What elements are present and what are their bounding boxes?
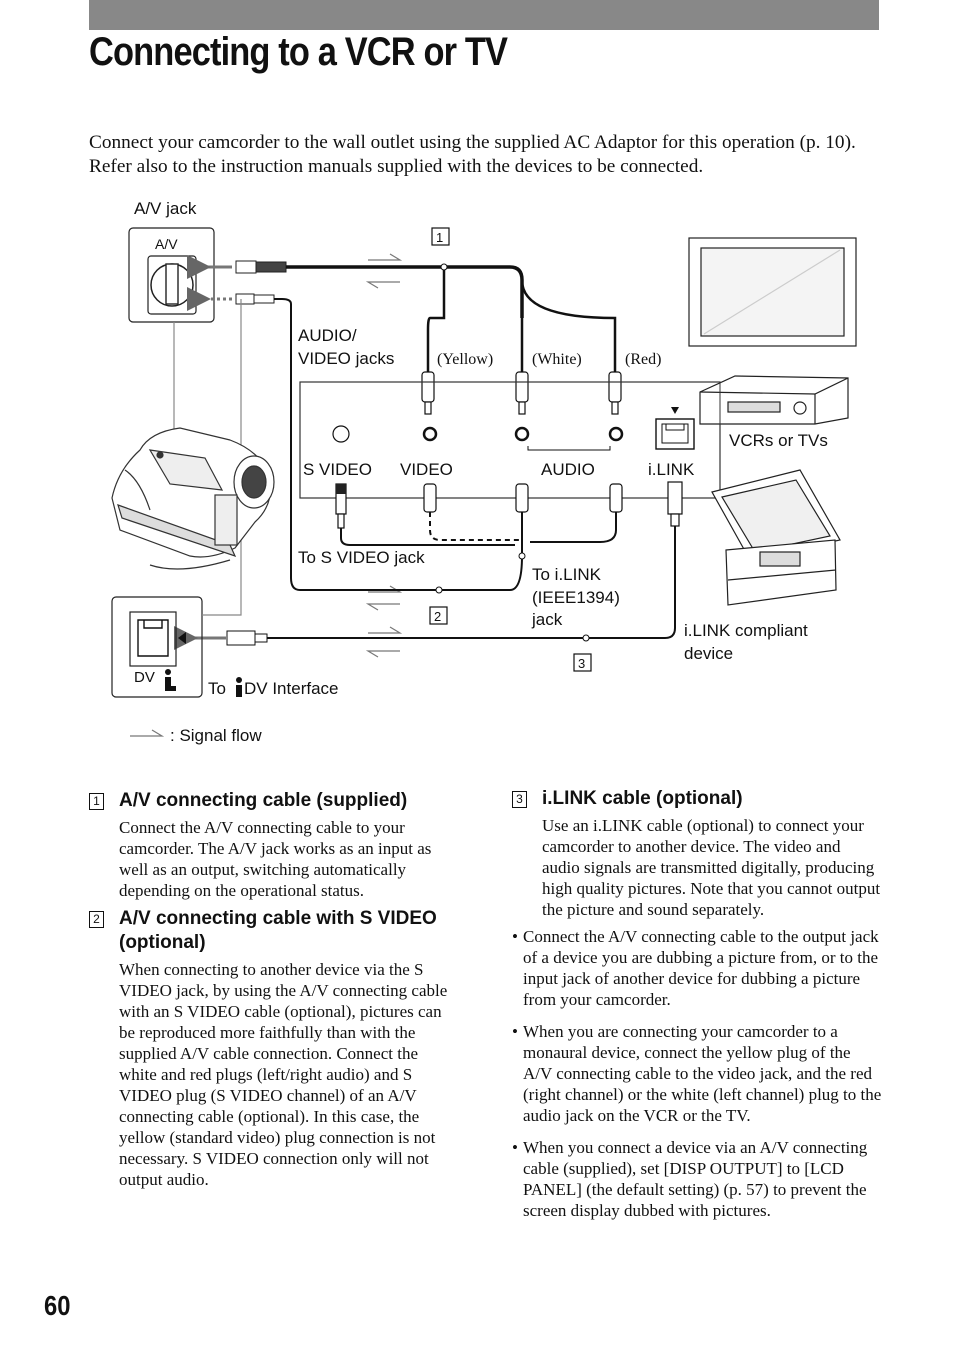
right-column [512, 787, 882, 1232]
camcorder-illustration [112, 428, 274, 569]
left-column [89, 789, 459, 1196]
av-port-label: A/V [155, 236, 178, 252]
svg-text:(White): (White) [532, 351, 582, 368]
svg-text:DV Interface: DV Interface [244, 679, 339, 698]
tv-illustration [689, 238, 856, 346]
svideo-jack-icon [333, 426, 349, 442]
item-number: 3 [512, 791, 527, 808]
item-number: 1 [89, 793, 104, 810]
svg-text:(Yellow): (Yellow) [437, 351, 494, 368]
audio-right-jack-icon [610, 428, 622, 440]
svg-text:AUDIO: AUDIO [541, 460, 595, 479]
ilink-device-illustration [712, 470, 840, 605]
item-2 [89, 907, 459, 1190]
svg-text:3: 3 [578, 656, 586, 671]
item-title: i.LINK cable (optional) [542, 788, 743, 809]
signal-flow-legend: : Signal flow [170, 726, 262, 745]
item-3 [512, 787, 882, 920]
page-title: Connecting to a VCR or TV [89, 30, 508, 74]
svg-text:1: 1 [436, 230, 444, 245]
item-body: Use an i.LINK cable (optional) to connect your camcorder to another device. The video and audio signals are transmitted digitally, producing high quality pictures. Note that you cannot output the picture and sound separately. [542, 816, 881, 919]
svg-text:VIDEO: VIDEO [400, 460, 453, 479]
svg-text:To S VIDEO jack: To S VIDEO jack [298, 548, 425, 567]
ilink-logo-icon [165, 669, 176, 691]
svg-text:To i.LINK: To i.LINK [532, 565, 601, 584]
item-title: A/V connecting cable (supplied) [119, 790, 408, 811]
item-body: When connecting to another device via the S VIDEO jack, by using the A/V connecting cable with an S VIDEO cable (optional), pictures can be reproduced more faithfully than with the supplied A/V cable connection. Connect the white and red plugs (left/right audio) and S VIDEO plug (S VIDEO channel) of an A/V connecting cable (optional). In this case, the yellow (standard video) plug connection is not necessary. S VIDEO connection only will not output audio. [119, 960, 448, 1189]
item-body: Connect the A/V connecting cable to your camcorder. The A/V jack works as an input as well as an output, switching automatically depending on the operational status. [119, 818, 432, 900]
ilink-logo-icon [236, 677, 242, 697]
svg-text:DV: DV [134, 669, 155, 686]
svg-text:To: To [208, 679, 226, 698]
av-cable-1 [286, 267, 522, 318]
vcr-illustration [700, 376, 848, 424]
dv-jack-icon [138, 620, 168, 656]
ilink-cable [266, 526, 675, 638]
svg-text:2: 2 [434, 609, 442, 624]
svg-text:i.LINK compliant: i.LINK compliant [684, 621, 808, 640]
video-jack-icon [424, 428, 436, 440]
svg-text:device: device [684, 644, 734, 663]
svg-text:(Red): (Red) [625, 351, 662, 368]
item-1 [89, 789, 459, 901]
svg-text:jack: jack [532, 610, 563, 629]
bullet-item: • When you connect a device via an A/V connecting cable (supplied), set [DISP OUTPUT] to [LCD PANEL] (the default setting) (p. 57) to prevent the screen display dubbed with pictures. [512, 1137, 882, 1221]
item-number: 2 [89, 911, 104, 928]
svg-text:S VIDEO: S VIDEO [303, 460, 372, 479]
svg-text:VCRs or TVs: VCRs or TVs [729, 431, 828, 450]
bullet-item: • Connect the A/V connecting cable to the output jack of a device you are dubbing a picture from, or to the input jack of another device for dubbing a picture from your camcorder. [512, 926, 882, 1010]
page-number: 60 [44, 1290, 71, 1321]
svg-text:AUDIO/: AUDIO/ [298, 326, 357, 345]
intro-paragraph: Connect your camcorder to the wall outlet using the supplied AC Adaptor for this operation (p. 10). Refer also to the instruction manuals supplied with the devices to be connected. [89, 132, 856, 177]
bullet-item: • When you are connecting your camcorder to a monaural device, connect the yellow plug of the A/V connecting cable to the video jack, and the red (right channel) or the white (left channel) plug to the audio jack on the VCR or the TV. [512, 1021, 882, 1126]
svg-text:i.LINK: i.LINK [648, 460, 695, 479]
item-title: A/V connecting cable with S VIDEO (optional) [119, 908, 437, 953]
svg-text:(IEEE1394): (IEEE1394) [532, 588, 620, 607]
av-jack-label: A/V jack [134, 199, 197, 218]
svg-text:VIDEO jacks: VIDEO jacks [298, 349, 395, 368]
audio-left-jack-icon [516, 428, 528, 440]
